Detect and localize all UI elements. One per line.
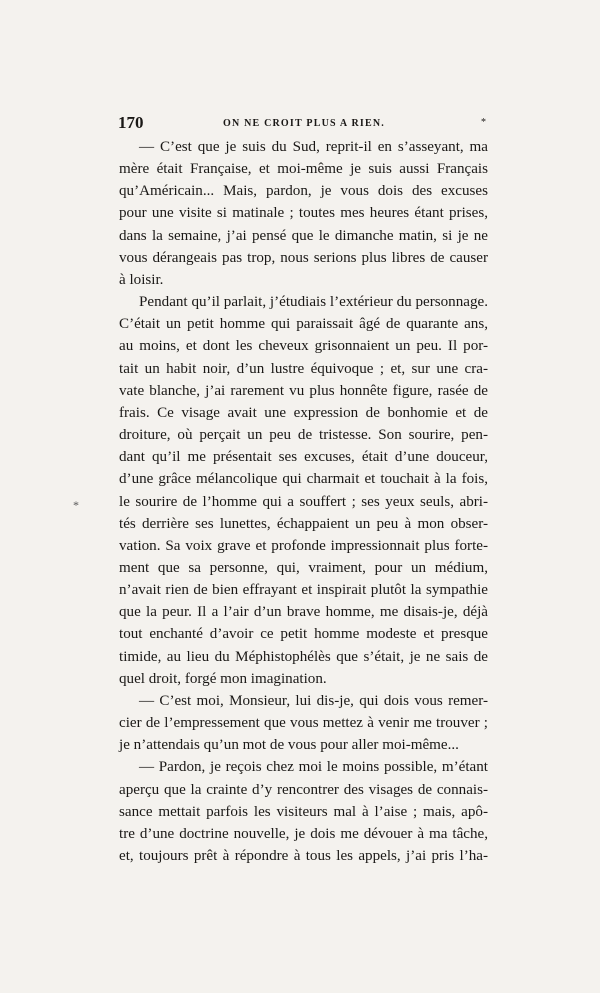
text-line: — Pardon, je reçois chez moi le moins possible, m’étant (139, 759, 488, 776)
text-line: le sourire de l’homme qui a souffert ; ses yeux seuls, abri- (119, 493, 488, 510)
text-line: pour une visite si matinale ; toutes mes heures étant prises, (119, 205, 488, 222)
text-line: d’une grâce mélancolique qui charmait et touchait à la fois, (119, 471, 488, 488)
text-line: dant qu’il me présentait ses excuses, était d’une douceur, (119, 449, 488, 466)
text-line: quel droit, forgé mon imagination. (119, 670, 327, 687)
text-line: mère était Française, et moi-même je suis aussi Français (119, 161, 488, 178)
text-line: n’avait rien de bien effrayant et inspirait plutôt la sympathie (119, 582, 488, 599)
text-line: tés derrière ses lunettes, échappaient un peu à mon obser- (119, 515, 488, 532)
paragraph (119, 136, 488, 291)
margin-mark: * (73, 498, 79, 512)
text-line: droiture, où perçait un peu de tristesse. Son sourire, pen- (119, 427, 488, 444)
text-line: tre d’une doctrine nouvelle, je dois me dévouer à ma tâche, (119, 825, 488, 842)
page-number: 170 (118, 113, 144, 132)
text-line: tout enchanté d’avoir ce petit homme modeste et presque (119, 626, 488, 643)
text-line: aperçu que la crainte d’y rencontrer des visages de connais- (119, 781, 488, 798)
page-header (118, 113, 490, 133)
text-line: que la peur. Il a l’air d’un brave homme, me disais-je, déjà (119, 604, 488, 621)
text-line: cier de l’empressement que vous mettez à venir me trouver ; (119, 715, 488, 732)
text-line: vation. Sa voix grave et profonde impressionnait plus forte- (119, 537, 488, 554)
text-line: au moins, et dont les cheveux grisonnaient un peu. Il por- (119, 338, 488, 355)
body-text (119, 136, 488, 867)
running-title: ON NE CROIT PLUS A RIEN. (223, 118, 385, 129)
text-line: tait un habit noir, d’un lustre équivoque ; et, sur une cra- (119, 360, 488, 377)
text-line: sance mettait parfois les visiteurs mal à l’aise ; mais, apô- (119, 803, 488, 820)
text-line: vous dérangeais pas trop, nous serions plus libres de causer (119, 249, 488, 266)
text-line: Pendant qu’il parlait, j’étudiais l’extérieur du personnage. (139, 294, 488, 311)
text-line: vate blanche, j’ai rarement vu plus honnête figure, rasée de (119, 382, 488, 399)
text-line: dans la semaine, j’ai pensé que le dimanche matin, si je ne (119, 227, 488, 244)
text-line: qu’Américain... Mais, pardon, je vous dois des excuses (119, 183, 488, 200)
text-line: C’était un petit homme qui paraissait âgé de quarante ans, (119, 316, 488, 333)
paragraph (119, 690, 488, 756)
text-line: je n’attendais qu’un mot de vous pour aller moi-même... (119, 737, 459, 754)
text-line: et, toujours prêt à répondre à tous les appels, j’ai pris l’ha- (119, 848, 488, 864)
text-line: ment que sa personne, qui, vraiment, pour un médium, (119, 559, 488, 576)
paragraph (119, 291, 488, 690)
header-mark: * (481, 117, 486, 128)
text-line: frais. Ce visage avait une expression de bonhomie et de (119, 404, 488, 421)
text-line: à loisir. (119, 271, 164, 288)
paragraph (119, 756, 488, 867)
text-line: timide, au lieu du Méphistophélès que s’était, je ne sais de (119, 648, 488, 665)
text-line: — C’est que je suis du Sud, reprit-il en s’asseyant, ma (139, 139, 488, 155)
text-line: — C’est moi, Monsieur, lui dis-je, qui dois vous remer- (139, 692, 488, 709)
